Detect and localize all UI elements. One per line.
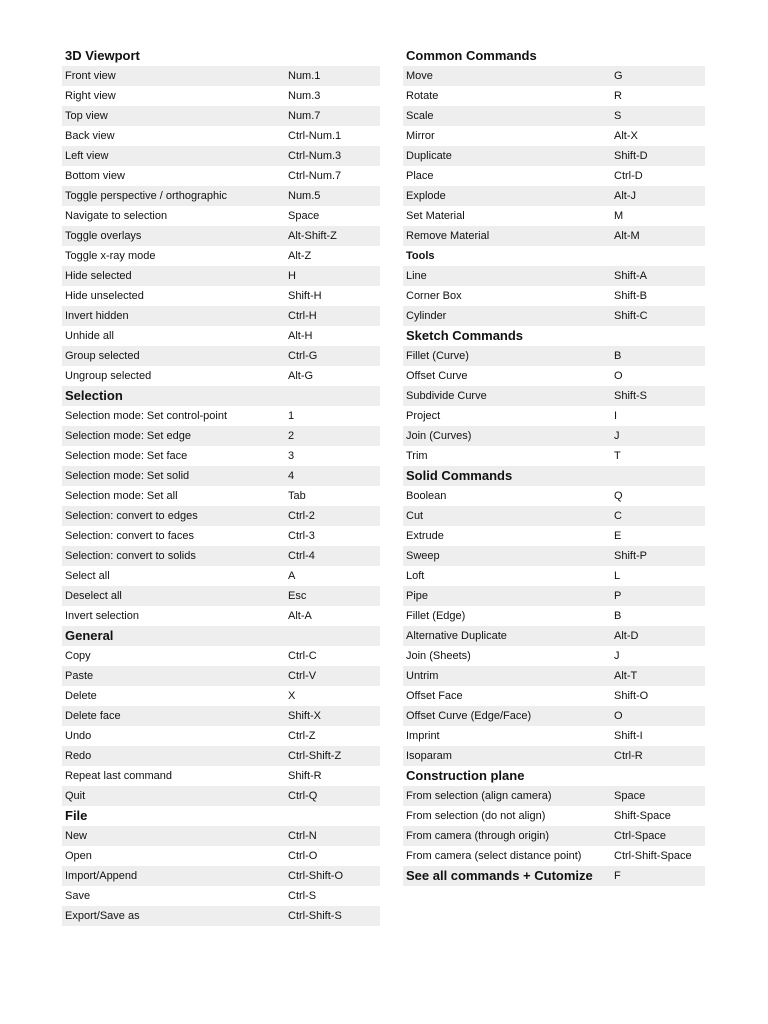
command-label: Selection: convert to solids (65, 550, 196, 562)
shortcut-key: O (614, 370, 623, 382)
command-label: Selection mode: Set face (65, 450, 188, 462)
shortcut-key: Shift-I (614, 730, 643, 742)
shortcut-row (62, 506, 380, 526)
command-label: Cut (406, 510, 424, 522)
command-label: Undo (65, 730, 92, 742)
shortcut-key: Shift-O (614, 690, 649, 702)
left-shortcut-column (62, 46, 380, 926)
shortcut-row (403, 406, 705, 426)
shortcut-key: Num.3 (288, 90, 321, 102)
section-title: See all commands + Cutomize (406, 868, 593, 883)
shortcut-key: X (288, 690, 296, 702)
command-label: Pipe (406, 590, 429, 602)
shortcut-row (62, 366, 380, 386)
shortcut-key: Shift-R (288, 770, 322, 782)
shortcut-key: Num.1 (288, 70, 321, 82)
shortcut-key: Space (288, 210, 320, 222)
shortcut-key: Shift-B (614, 290, 648, 302)
shortcut-row (403, 746, 705, 766)
command-label: Unhide all (65, 330, 114, 342)
shortcut-row (62, 86, 380, 106)
shortcut-key: S (614, 110, 622, 122)
command-label: Selection mode: Set all (65, 490, 178, 502)
shortcut-row (62, 266, 380, 286)
shortcut-key: Num.7 (288, 110, 321, 122)
command-label: Selection mode: Set control-point (65, 410, 228, 422)
shortcut-key: Ctrl-V (288, 670, 317, 682)
section-heading-tools (403, 246, 705, 266)
shortcut-key: G (614, 70, 623, 82)
command-label: Left view (65, 150, 109, 162)
shortcut-row (62, 666, 380, 686)
shortcut-key: Ctrl-R (614, 750, 643, 762)
command-label: Move (406, 70, 433, 82)
shortcut-key: Shift-C (614, 310, 648, 322)
command-label: Subdivide Curve (406, 390, 487, 402)
command-label: Paste (65, 670, 94, 682)
command-label: Import/Append (65, 870, 138, 882)
shortcut-row (403, 846, 705, 866)
shortcut-row (403, 446, 705, 466)
shortcut-row (62, 186, 380, 206)
shortcut-key: Ctrl-Shift-O (288, 870, 343, 882)
shortcut-key: I (614, 410, 618, 422)
shortcut-row (403, 186, 705, 206)
shortcut-row (62, 346, 380, 366)
shortcut-key: F (614, 870, 621, 882)
shortcut-key: O (614, 710, 623, 722)
shortcut-key: B (614, 350, 622, 362)
shortcut-key: Shift-S (614, 390, 648, 402)
command-label: Set Material (406, 210, 465, 222)
shortcut-row (62, 766, 380, 786)
command-label: Selection: convert to edges (65, 510, 198, 522)
shortcut-key: Alt-D (614, 630, 639, 642)
command-label: Trim (406, 450, 428, 462)
shortcut-key: M (614, 210, 624, 222)
shortcut-row (403, 486, 705, 506)
shortcut-row (403, 126, 705, 146)
shortcut-row (62, 586, 380, 606)
command-label: Fillet (Curve) (406, 350, 469, 362)
command-label: Boolean (406, 490, 447, 502)
command-label: Ungroup selected (65, 370, 152, 382)
shortcut-key: A (288, 570, 296, 582)
shortcut-row (403, 526, 705, 546)
shortcut-key: Alt-G (288, 370, 314, 382)
shortcut-key: Ctrl-Q (288, 790, 318, 802)
shortcut-key: Ctrl-4 (288, 550, 315, 562)
shortcut-key: Alt-X (614, 130, 638, 142)
command-label: Front view (65, 70, 116, 82)
command-label: Line (406, 270, 427, 282)
command-label: Place (406, 170, 434, 182)
shortcut-key: Ctrl-3 (288, 530, 315, 542)
command-label: Save (65, 890, 91, 902)
command-label: Join (Curves) (406, 430, 472, 442)
section-title: Solid Commands (406, 468, 513, 483)
shortcut-key: C (614, 510, 622, 522)
shortcut-key: Ctrl-Num.1 (288, 130, 342, 142)
shortcut-key: Num.5 (288, 190, 321, 202)
shortcut-key: 2 (288, 430, 295, 442)
shortcut-row (62, 646, 380, 666)
command-label: Deselect all (65, 590, 122, 602)
shortcut-row (403, 626, 705, 646)
command-label: Hide unselected (65, 290, 144, 302)
shortcut-key: 1 (288, 410, 295, 422)
shortcut-key: Alt-M (614, 230, 640, 242)
command-label: Selection mode: Set solid (65, 470, 190, 482)
command-label: Scale (406, 110, 434, 122)
shortcut-row (403, 306, 705, 326)
command-label: Invert selection (65, 610, 139, 622)
command-label: Join (Sheets) (406, 650, 471, 662)
shortcut-row (62, 906, 380, 926)
shortcut-row (62, 126, 380, 146)
shortcut-row (403, 586, 705, 606)
command-label: Back view (65, 130, 115, 142)
shortcut-key: Shift-Space (614, 810, 671, 822)
command-label: Corner Box (406, 290, 462, 302)
shortcut-key: J (614, 430, 620, 442)
shortcut-row (403, 346, 705, 366)
shortcut-row (62, 306, 380, 326)
command-label: Open (65, 850, 92, 862)
command-label: Selection mode: Set edge (65, 430, 191, 442)
shortcut-row (403, 146, 705, 166)
command-label: Invert hidden (65, 310, 129, 322)
section-heading-solid-commands (403, 466, 705, 486)
command-label: Delete face (65, 710, 121, 722)
shortcut-row (62, 886, 380, 906)
shortcut-row (403, 66, 705, 86)
shortcut-key: Ctrl-Num.7 (288, 170, 342, 182)
command-label: Toggle x-ray mode (65, 250, 156, 262)
section-heading-file (62, 806, 380, 826)
shortcut-row (62, 166, 380, 186)
command-label: Duplicate (406, 150, 452, 162)
command-label: Select all (65, 570, 110, 582)
command-label: From camera (select distance point) (406, 850, 582, 862)
command-label: Project (406, 410, 441, 422)
shortcut-row (403, 786, 705, 806)
shortcut-key: J (614, 650, 620, 662)
section-heading-see-all-commands-cutomize (403, 866, 705, 886)
section-title: Sketch Commands (406, 328, 524, 343)
command-label: Alternative Duplicate (406, 630, 507, 642)
command-label: From camera (through origin) (406, 830, 550, 842)
shortcut-key: Ctrl-Shift-Space (614, 850, 692, 862)
shortcut-key: Ctrl-Space (614, 830, 666, 842)
shortcut-row (62, 446, 380, 466)
shortcut-row (403, 386, 705, 406)
shortcut-key: Space (614, 790, 646, 802)
shortcut-row (62, 726, 380, 746)
shortcut-key: B (614, 610, 622, 622)
section-heading-general (62, 626, 380, 646)
shortcut-row (62, 206, 380, 226)
shortcut-row (403, 366, 705, 386)
command-label: Remove Material (406, 230, 490, 242)
command-label: Group selected (65, 350, 140, 362)
command-label: Untrim (406, 670, 439, 682)
command-label: Selection: convert to faces (65, 530, 195, 542)
command-label: Navigate to selection (65, 210, 168, 222)
shortcut-key: Shift-H (288, 290, 322, 302)
command-label: Copy (65, 650, 91, 662)
shortcut-row (62, 746, 380, 766)
command-label: Imprint (406, 730, 440, 742)
shortcut-key: Ctrl-D (614, 170, 643, 182)
shortcut-key: Shift-A (614, 270, 648, 282)
shortcut-key: Alt-Z (288, 250, 312, 262)
section-title: Construction plane (406, 768, 525, 783)
shortcut-row (62, 326, 380, 346)
command-label: Mirror (406, 130, 435, 142)
command-label: Delete (65, 690, 97, 702)
shortcut-row (403, 106, 705, 126)
command-label: Bottom view (65, 170, 125, 182)
shortcut-row (62, 526, 380, 546)
shortcut-row (403, 826, 705, 846)
shortcut-row (403, 646, 705, 666)
shortcut-key: Ctrl-Z (288, 730, 316, 742)
shortcut-key: Ctrl-S (288, 890, 317, 902)
shortcut-row (403, 666, 705, 686)
shortcut-key: Ctrl-H (288, 310, 317, 322)
shortcut-row (62, 226, 380, 246)
shortcut-key: Alt-J (614, 190, 636, 202)
command-label: Extrude (406, 530, 444, 542)
shortcut-key: Ctrl-C (288, 650, 317, 662)
command-label: Rotate (406, 90, 439, 102)
shortcut-key: E (614, 530, 622, 542)
command-label: Hide selected (65, 270, 132, 282)
shortcut-key: Esc (288, 590, 307, 602)
shortcut-row (62, 106, 380, 126)
shortcut-key: Shift-P (614, 550, 648, 562)
command-label: Cylinder (406, 310, 447, 322)
shortcut-key: Q (614, 490, 623, 502)
shortcut-row (403, 806, 705, 826)
shortcut-row (62, 566, 380, 586)
command-label: Top view (65, 110, 108, 122)
shortcut-row (62, 146, 380, 166)
shortcut-key: Alt-H (288, 330, 313, 342)
command-label: Loft (406, 570, 425, 582)
command-label: Sweep (406, 550, 440, 562)
shortcut-row (403, 566, 705, 586)
shortcut-row (62, 846, 380, 866)
section-title: Tools (406, 250, 435, 262)
shortcut-key: H (288, 270, 296, 282)
shortcut-row (403, 166, 705, 186)
section-title: Common Commands (406, 48, 537, 63)
command-label: Isoparam (406, 750, 452, 762)
shortcut-key: Shift-D (614, 150, 648, 162)
shortcut-key: Tab (288, 490, 306, 502)
command-label: New (65, 830, 88, 842)
shortcut-key: P (614, 590, 622, 602)
shortcut-row (62, 466, 380, 486)
shortcut-row (403, 706, 705, 726)
shortcut-row (403, 606, 705, 626)
shortcut-row (62, 706, 380, 726)
shortcut-row (403, 206, 705, 226)
shortcut-key: Ctrl-Shift-Z (288, 750, 342, 762)
shortcut-key: T (614, 450, 621, 462)
section-title: 3D Viewport (65, 48, 140, 63)
section-heading-selection (62, 386, 380, 406)
shortcut-row (403, 506, 705, 526)
section-heading-construction-plane (403, 766, 705, 786)
shortcut-key: Ctrl-2 (288, 510, 315, 522)
shortcut-key: Ctrl-O (288, 850, 318, 862)
command-label: From selection (align camera) (406, 790, 552, 802)
shortcut-row (62, 606, 380, 626)
shortcut-row (62, 686, 380, 706)
command-label: Quit (65, 790, 86, 802)
command-label: Redo (65, 750, 92, 762)
command-label: Offset Curve (Edge/Face) (406, 710, 532, 722)
shortcut-key: 3 (288, 450, 295, 462)
section-heading-common-commands (403, 46, 705, 66)
shortcut-row (62, 546, 380, 566)
shortcut-row (403, 266, 705, 286)
shortcut-row (403, 286, 705, 306)
shortcut-key: Ctrl-Shift-S (288, 910, 342, 922)
command-label: Toggle overlays (65, 230, 142, 242)
section-heading-3d-viewport (62, 46, 380, 66)
shortcut-key: Alt-Shift-Z (288, 230, 337, 242)
shortcut-row (62, 66, 380, 86)
shortcut-row (403, 686, 705, 706)
shortcut-key: 4 (288, 470, 295, 482)
command-label: Export/Save as (65, 910, 140, 922)
section-title: General (65, 628, 114, 643)
shortcut-row (403, 726, 705, 746)
section-title: File (65, 808, 88, 823)
command-label: Repeat last command (65, 770, 172, 782)
shortcut-row (403, 86, 705, 106)
shortcut-row (62, 486, 380, 506)
shortcut-row (403, 546, 705, 566)
shortcut-row (62, 246, 380, 266)
shortcut-key: Alt-A (288, 610, 312, 622)
command-label: Explode (406, 190, 446, 202)
shortcut-key: Ctrl-Num.3 (288, 150, 342, 162)
right-shortcut-column (403, 46, 705, 886)
shortcut-row (403, 426, 705, 446)
shortcut-key: R (614, 90, 622, 102)
shortcut-key: Shift-X (288, 710, 322, 722)
shortcut-key: Ctrl-G (288, 350, 318, 362)
shortcut-row (62, 426, 380, 446)
shortcut-row (62, 866, 380, 886)
command-label: Toggle perspective / orthographic (65, 190, 228, 202)
command-label: Right view (65, 90, 116, 102)
section-heading-sketch-commands (403, 326, 705, 346)
shortcut-row (62, 826, 380, 846)
shortcut-row (62, 786, 380, 806)
command-label: Offset Curve (406, 370, 468, 382)
shortcut-key: Ctrl-N (288, 830, 317, 842)
command-label: Fillet (Edge) (406, 610, 466, 622)
shortcut-row (62, 406, 380, 426)
shortcut-key: L (614, 570, 621, 582)
command-label: Offset Face (406, 690, 463, 702)
shortcut-row (403, 226, 705, 246)
section-title: Selection (65, 388, 123, 403)
command-label: From selection (do not align) (406, 810, 546, 822)
shortcut-key: Alt-T (614, 670, 638, 682)
shortcut-row (62, 286, 380, 306)
